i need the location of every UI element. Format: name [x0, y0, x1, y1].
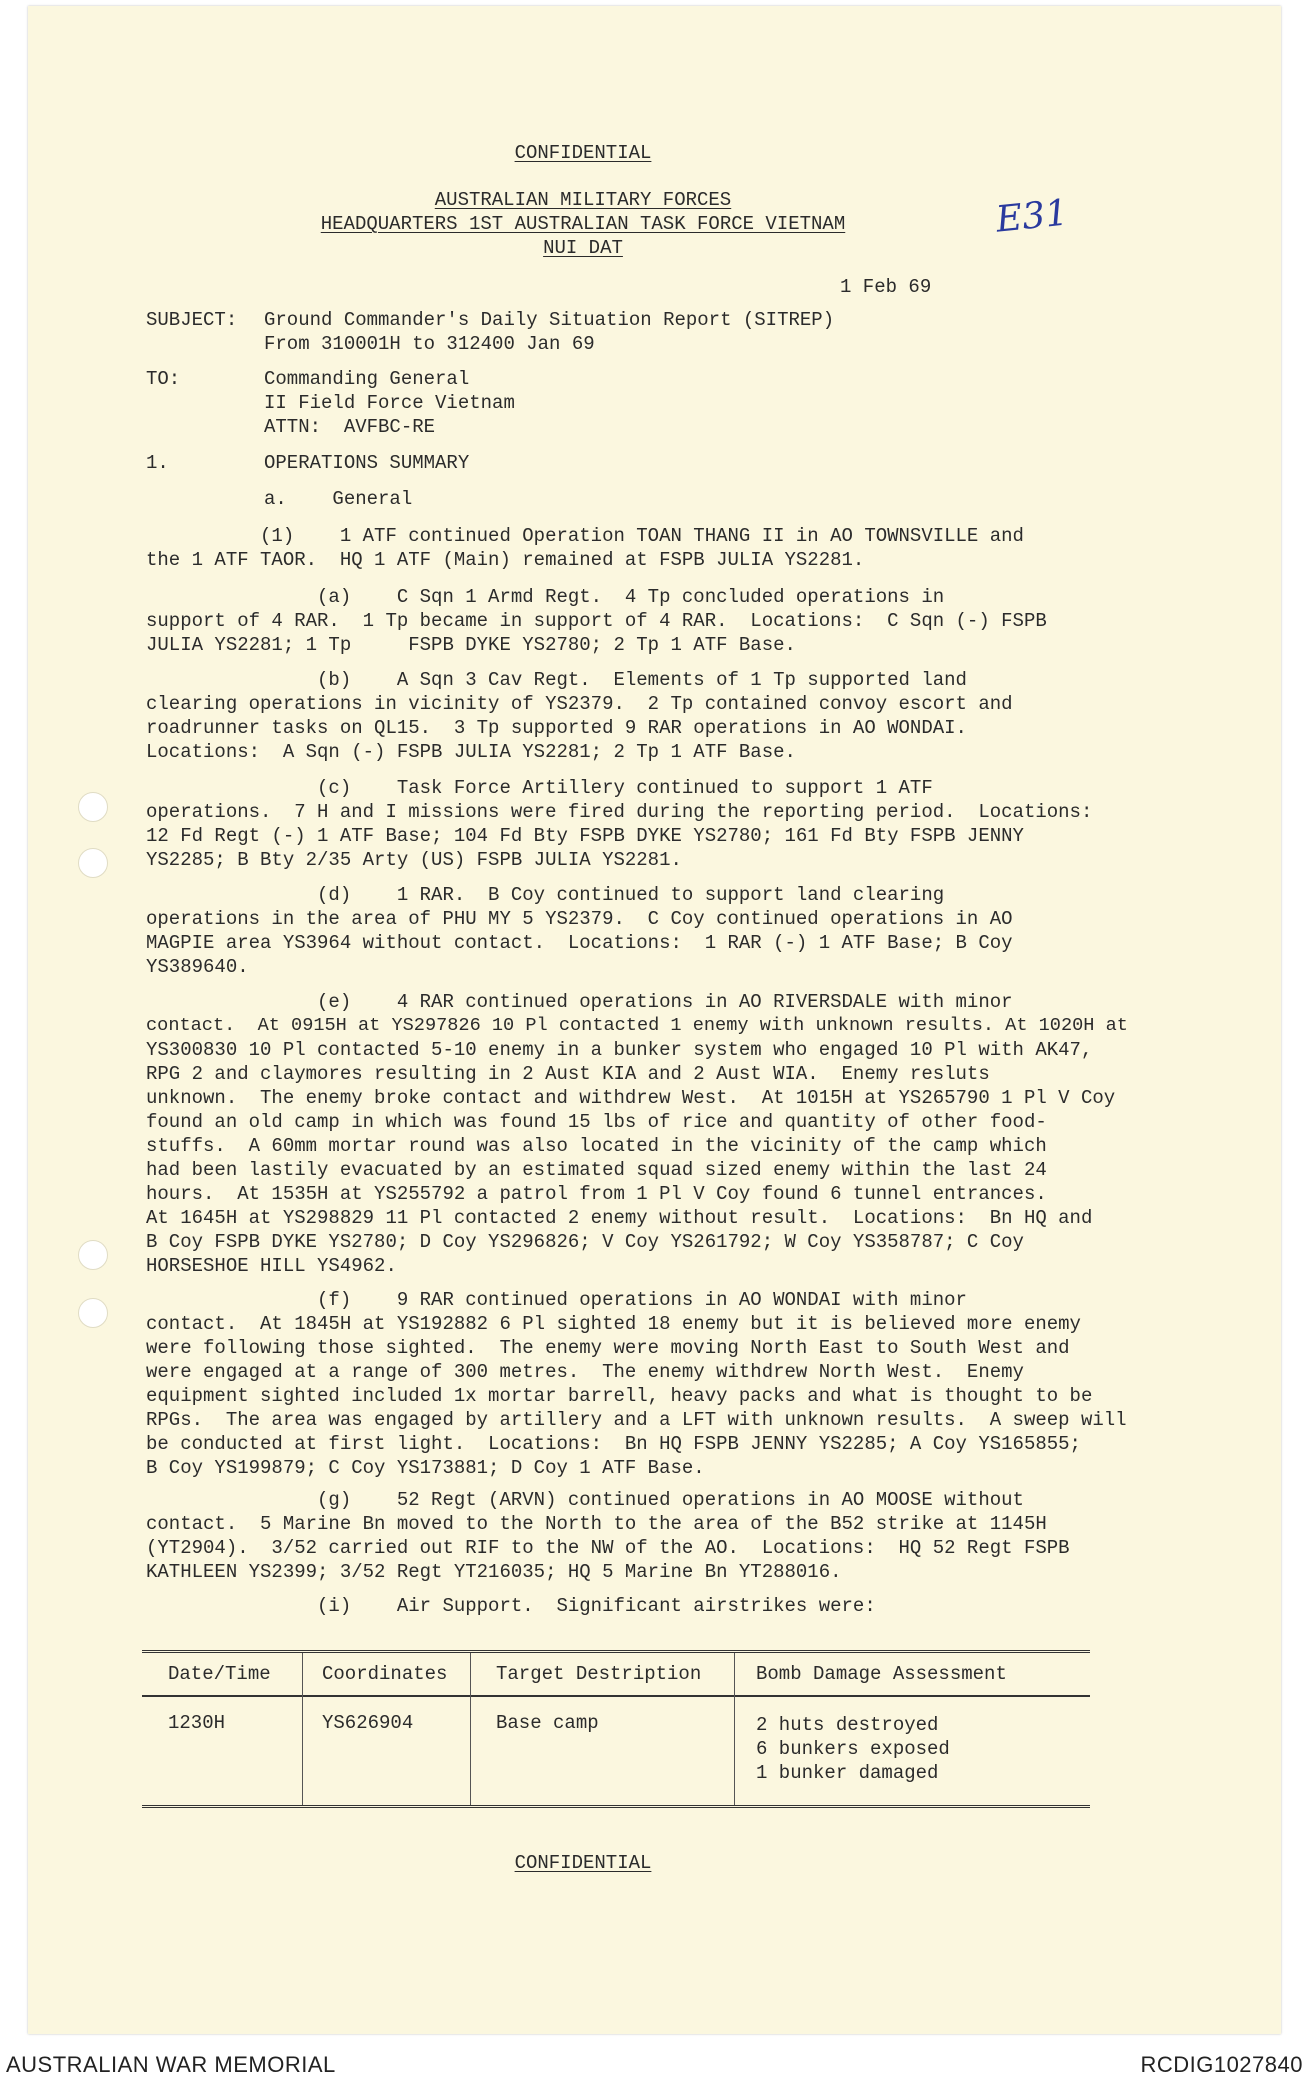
- para-e-line: stuffs. A 60mm mortar round was also located in the vicinity of the camp which: [146, 1135, 1047, 1157]
- para-f-line: were engaged at a range of 300 metres. The enemy withdrew North West. Enemy: [146, 1361, 1024, 1383]
- para-i-line: (i) Air Support. Significant airstrikes were:: [146, 1595, 876, 1617]
- table-divider: [470, 1653, 471, 1805]
- para-e-line: had been lastily evacuated by an estimated squad sized enemy within the last 24: [146, 1159, 1047, 1181]
- to-label: TO:: [146, 368, 181, 390]
- table-header-cell: Coordinates: [322, 1663, 448, 1685]
- hq-title: HEADQUARTERS 1ST AUSTRALIAN TASK FORCE VIETNAM: [320, 213, 846, 235]
- table-divider: [302, 1653, 303, 1805]
- subject-line-2: From 310001H to 312400 Jan 69: [264, 333, 595, 355]
- org-title: AUSTRALIAN MILITARY FORCES: [434, 189, 732, 211]
- para-c-line: (c) Task Force Artillery continued to support 1 ATF: [146, 777, 933, 799]
- para-b-line: (b) A Sqn 3 Cav Regt. Elements of 1 Tp supported land: [146, 669, 967, 691]
- to-line-3: ATTN: AVFBC-RE: [264, 416, 436, 438]
- para-e-line: found an old camp in which was found 15 lbs of rice and quantity of other food-: [146, 1111, 1047, 1133]
- para-e-line: hours. At 1535H at YS255792 a patrol from 1 Pl V Coy found 6 tunnel entrances.: [146, 1183, 1047, 1205]
- para-f-line: be conducted at first light. Locations: Bn HQ FSPB JENNY YS2285; A Coy YS165855;: [146, 1433, 1081, 1455]
- para-d-line: MAGPIE area YS3964 without contact. Locations: 1 RAR (-) 1 ATF Base; B Coy: [146, 932, 1013, 954]
- para-e-line: At 1645H at YS298829 11 Pl contacted 2 enemy without result. Locations: Bn HQ and: [146, 1207, 1093, 1229]
- table-header-cell: Target Destription: [496, 1663, 702, 1685]
- table-divider: [734, 1653, 735, 1805]
- para-b-line: clearing operations in vicinity of YS2379. 2 Tp contained convoy escort and: [146, 693, 1013, 715]
- para-e-line: (e) 4 RAR continued operations in AO RIVERSDALE with minor: [146, 991, 1013, 1013]
- airstrike-table: [142, 1650, 1090, 1808]
- para-c-line: YS2285; B Bty 2/35 Arty (US) FSPB JULIA YS2281.: [146, 849, 682, 871]
- classification-top: CONFIDENTIAL: [514, 142, 652, 164]
- para-d-line: YS389640.: [146, 956, 249, 978]
- table-cell-target: Base camp: [496, 1712, 599, 1734]
- para-e-line: HORSESHOE HILL YS4962.: [146, 1255, 397, 1277]
- para-e-line: unknown. The enemy broke contact and withdrew West. At 1015H at YS265790 1 Pl V Coy: [146, 1087, 1116, 1109]
- handwritten-reference: E31: [994, 192, 1071, 241]
- para-g-line: (g) 52 Regt (ARVN) continued operations in AO MOOSE without: [146, 1489, 1024, 1511]
- para-f-line: were following those sighted. The enemy were moving North East to South West and: [146, 1337, 1070, 1359]
- section-number: 1.: [146, 452, 169, 474]
- para-e-line: YS300830 10 Pl contacted 5-10 enemy in a bunker system who engaged 10 Pl with AK47,: [146, 1039, 1093, 1061]
- location-title: NUI DAT: [543, 237, 623, 259]
- punch-hole: [78, 1240, 108, 1270]
- para-a-line: JULIA YS2281; 1 Tp FSPB DYKE YS2780; 2 Tp 1 ATF Base.: [146, 634, 796, 656]
- table-header-cell: Bomb Damage Assessment: [756, 1663, 1007, 1685]
- section-subheading: a. General: [264, 488, 413, 510]
- para-b-line: Locations: A Sqn (-) FSPB JULIA YS2281; 2 Tp 1 ATF Base.: [146, 741, 796, 763]
- to-line-1: Commanding General: [264, 368, 470, 390]
- para-e-line: RPG 2 and claymores resulting in 2 Aust KIA and 2 Aust WIA. Enemy resluts: [146, 1063, 990, 1085]
- punch-hole: [78, 1298, 108, 1328]
- para-g-line: contact. 5 Marine Bn moved to the North to the area of the B52 strike at 1145H: [146, 1513, 1047, 1535]
- subject-label: SUBJECT:: [146, 309, 238, 331]
- para-a-line: support of 4 RAR. 1 Tp became in support of 4 RAR. Locations: C Sqn (-) FSPB: [146, 610, 1047, 632]
- to-line-2: II Field Force Vietnam: [264, 392, 515, 414]
- para-g-line: KATHLEEN YS2399; 3/52 Regt YT216035; HQ 5 Marine Bn YT288016.: [146, 1561, 842, 1583]
- table-cell-datetime: 1230H: [168, 1712, 226, 1734]
- subject-line-1: Ground Commander's Daily Situation Report (SITREP): [264, 309, 835, 331]
- para-c-line: operations. 7 H and I missions were fired during the reporting period. Locations:: [146, 801, 1093, 823]
- para-e-line: contact. At 0915H at YS297826 10 Pl contacted 1 enemy with unknown results. At 1020H at: [146, 1015, 1128, 1036]
- table-cell-bda: 2 huts destroyed: [756, 1714, 939, 1736]
- table-cell-bda: 1 bunker damaged: [756, 1762, 939, 1784]
- para-f-line: B Coy YS199879; C Coy YS173881; D Coy 1 ATF Base.: [146, 1457, 705, 1479]
- para-1-line: (1) 1 ATF continued Operation TOAN THANG II in AO TOWNSVILLE and: [146, 525, 1024, 547]
- table-header-cell: Date/Time: [168, 1663, 271, 1685]
- para-f-line: (f) 9 RAR continued operations in AO WONDAI with minor: [146, 1289, 967, 1311]
- para-d-line: (d) 1 RAR. B Coy continued to support land clearing: [146, 884, 945, 906]
- table-cell-coords: YS626904: [322, 1712, 414, 1734]
- para-d-line: operations in the area of PHU MY 5 YS2379. C Coy continued operations in AO: [146, 908, 1013, 930]
- punch-hole: [78, 848, 108, 878]
- para-f-line: contact. At 1845H at YS192882 6 Pl sighted 18 enemy but it is believed more enemy: [146, 1313, 1081, 1335]
- para-f-line: equipment sighted included 1x mortar barrell, heavy packs and what is thought to be: [146, 1385, 1093, 1407]
- para-f-line: RPGs. The area was engaged by artillery and a LFT with unknown results. A sweep will: [146, 1409, 1127, 1431]
- document-date: 1 Feb 69: [840, 276, 932, 298]
- para-g-line: (YT2904). 3/52 carried out RIF to the NW of the AO. Locations: HQ 52 Regt FSPB: [146, 1537, 1070, 1559]
- para-a-line: (a) C Sqn 1 Armd Regt. 4 Tp concluded operations in: [146, 586, 945, 608]
- para-e-line: B Coy FSPB DYKE YS2780; D Coy YS296826; V Coy YS261792; W Coy YS358787; C Coy: [146, 1231, 1024, 1253]
- para-1-line: the 1 ATF TAOR. HQ 1 ATF (Main) remained at FSPB JULIA YS2281.: [146, 549, 865, 571]
- classification-bottom: CONFIDENTIAL: [514, 1852, 652, 1874]
- table-cell-bda: 6 bunkers exposed: [756, 1738, 950, 1760]
- footer-source: AUSTRALIAN WAR MEMORIAL: [6, 2052, 336, 2077]
- section-title: OPERATIONS SUMMARY: [264, 452, 470, 474]
- para-b-line: roadrunner tasks on QL15. 3 Tp supported 9 RAR operations in AO WONDAI.: [146, 717, 967, 739]
- footer-id: RCDIG1027840: [1140, 2052, 1303, 2077]
- punch-hole: [78, 792, 108, 822]
- para-c-line: 12 Fd Regt (-) 1 ATF Base; 104 Fd Bty FSPB DYKE YS2780; 161 Fd Bty FSPB JENNY: [146, 825, 1024, 847]
